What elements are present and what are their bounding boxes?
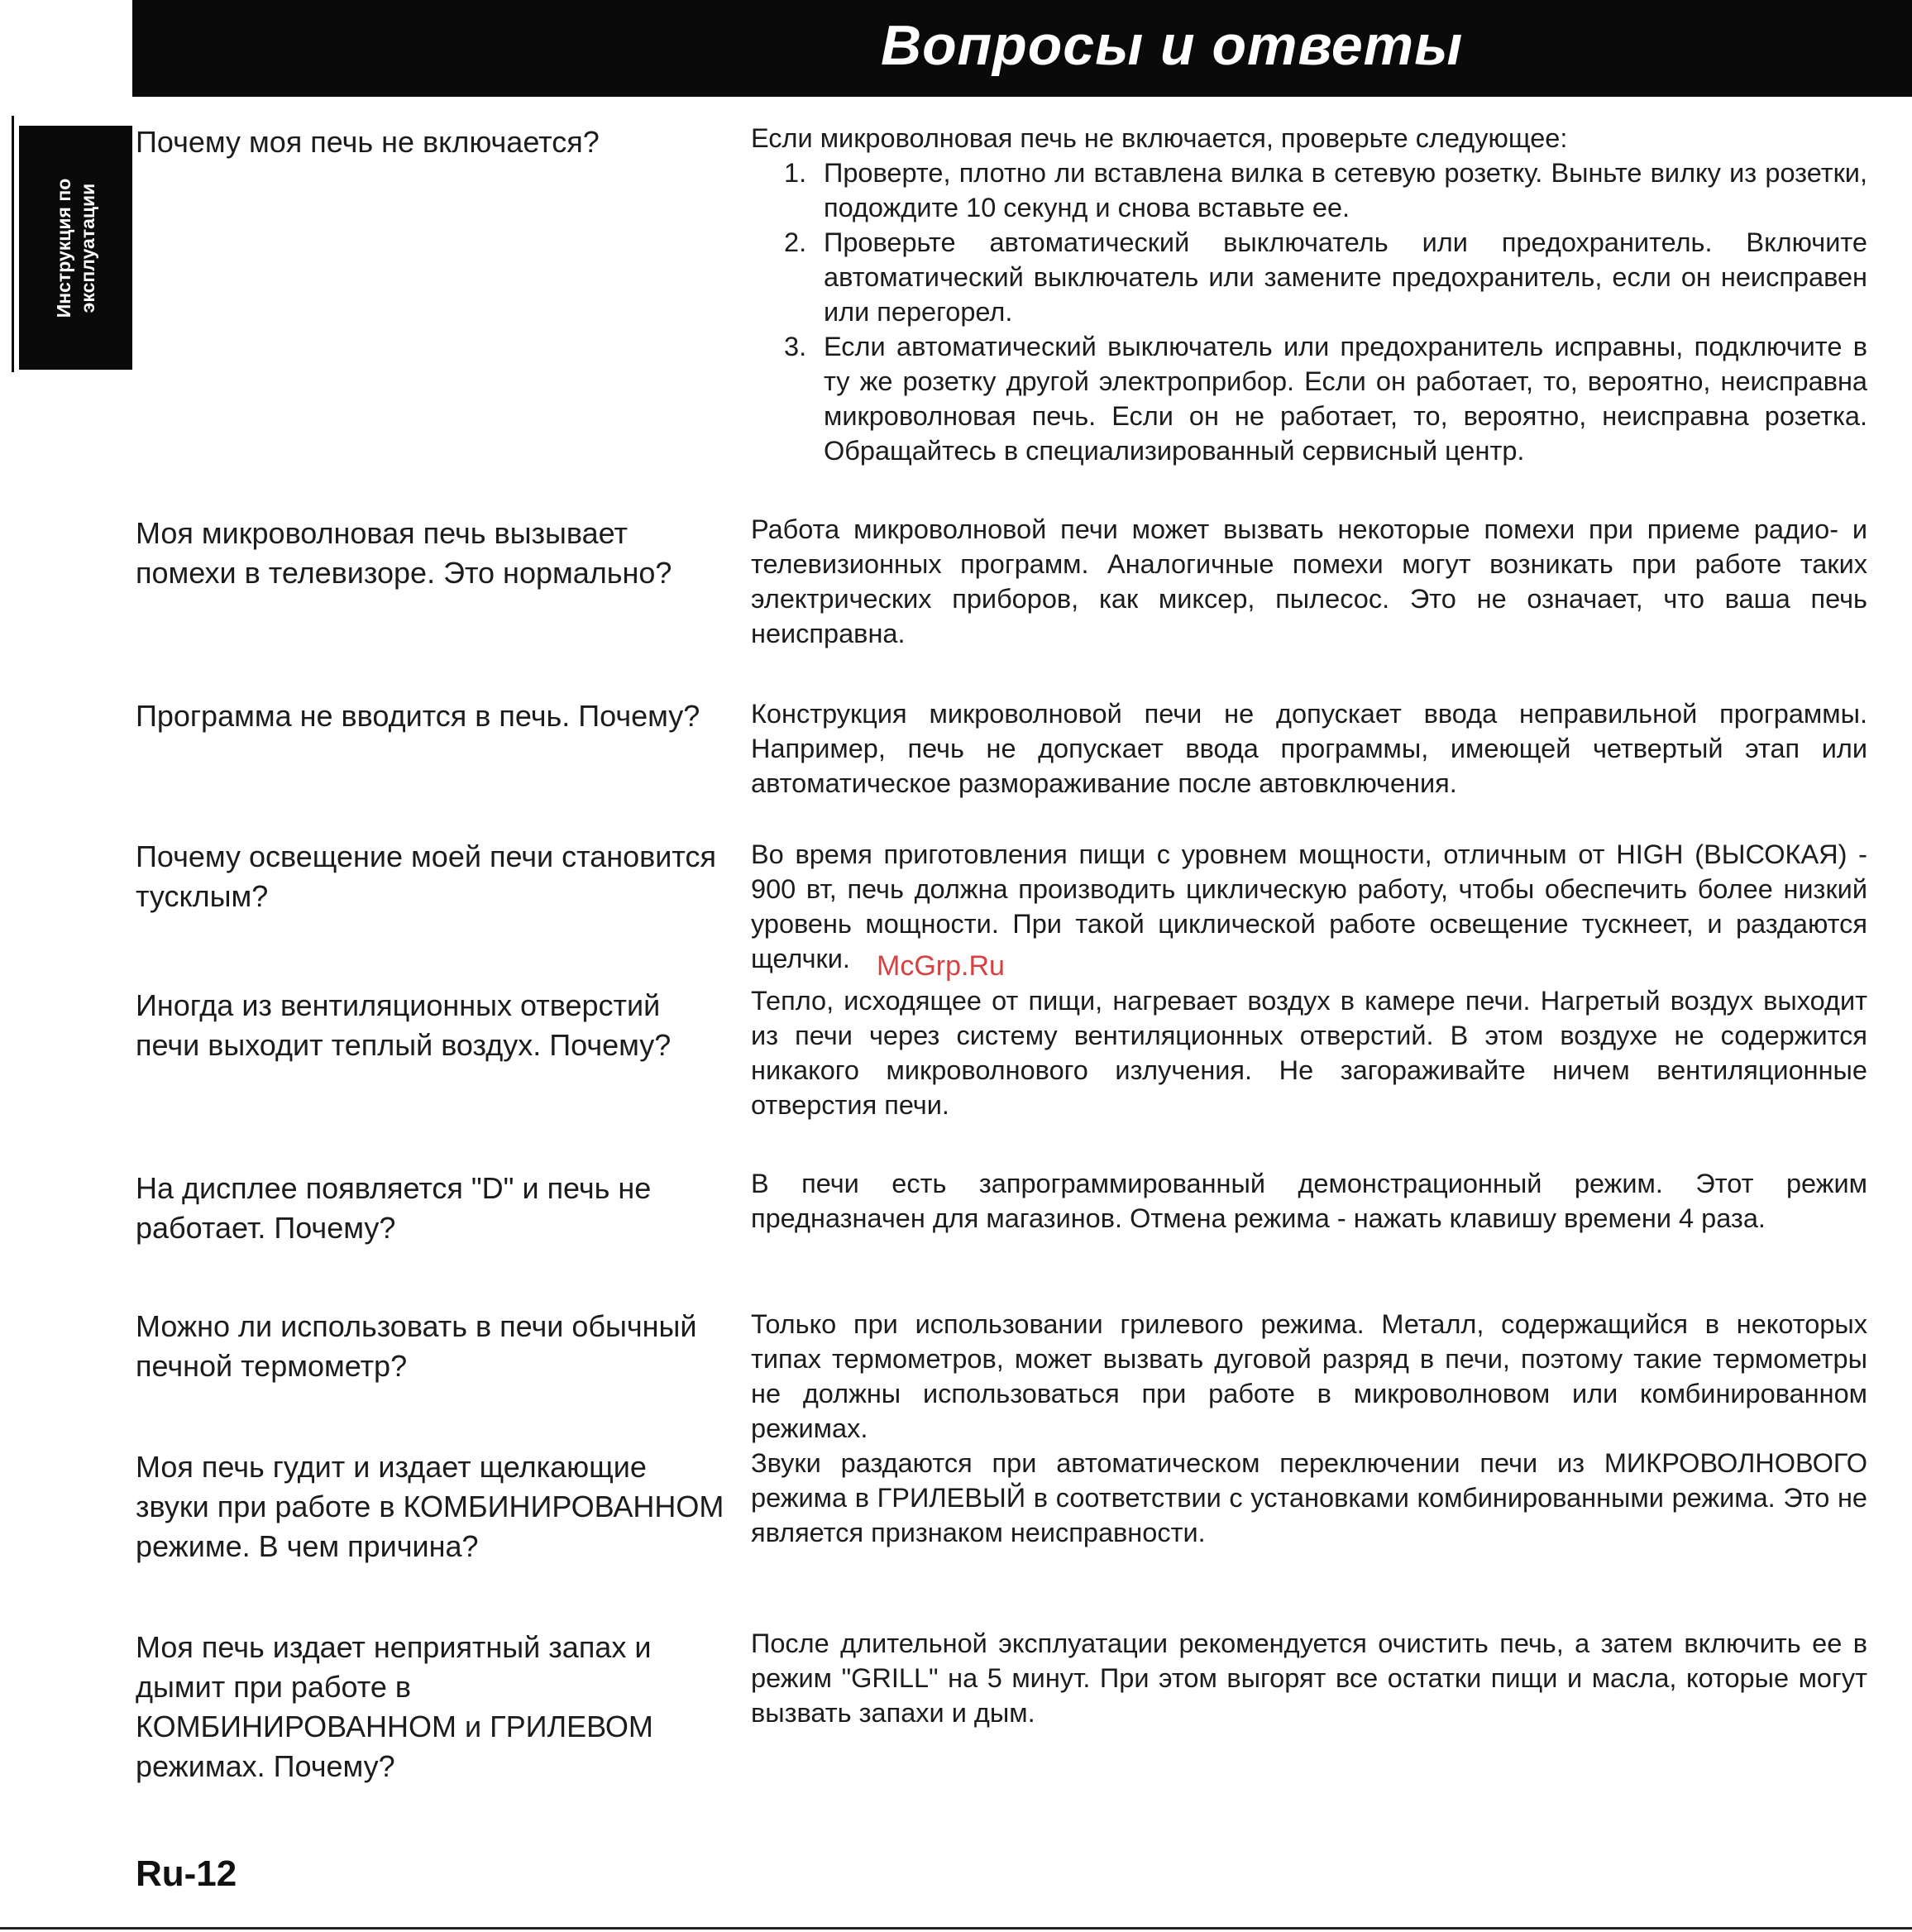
step-item — [751, 225, 1867, 329]
faq-answer-8: Звуки раздаются при автоматическом переключении печи из МИКРОВОЛНОВОГО режима в ГРИЛЕВЫЙ в соответствии с установками комбинированными режима. Это не является признаком неисправности. — [751, 1448, 1867, 1547]
step-item — [751, 155, 1867, 225]
faq-answer-6: В печи есть запрограммированный демонстрационный режим. Этот режим предназначен для магазинов. Отмена режима - нажать клавишу времени 4 раза. — [751, 1169, 1867, 1233]
side-rule — [12, 116, 14, 372]
answer-intro: Если микроволновая печь не включается, проверьте следующее: — [751, 123, 1568, 153]
step-number: 3. — [784, 332, 807, 361]
faq-answer-4: Во время приготовления пищи с уровнем мощности, отличным от HIGH (ВЫСОКАЯ) - 900 вт, печь должна производить циклическую работу, чтобы обеспечить более низкий уровень мощности. При такой циклической работе освещение тускнеет, и раздаются щелчки. — [751, 839, 1867, 973]
faq-question-7: Можно ли использовать в печи обычный печной термометр? — [136, 1309, 697, 1383]
side-tab — [19, 126, 132, 370]
step-text: Если автоматический выключатель или предохранитель исправны, подключите в ту же розетку другой электроприбор. Если он работает, то, вероятно, неисправна микроволновая печь. Если он не работает, то, вероятно, неисправна розетка. Обращайтесь в специализированный сервисный центр. — [824, 332, 1867, 466]
faq-answer-5: Тепло, исходящее от пищи, нагревает воздух в камере печи. Нагретый воздух выходит из печи через систему вентиляционных отверстий. В этом воздухе не содержится никакого микроволнового излучения. Не загораживайте ничем вентиляционные отверстия печи. — [751, 986, 1867, 1120]
faq-answer-9: После длительной эксплуатации рекомендуется очистить печь, а затем включить ее в режим "GRILL" на 5 минут. При этом выгорят все остатки пищи и масла, которые могут вызвать запахи и дым. — [751, 1628, 1867, 1728]
faq-question-2: Моя микроволновая печь вызывает помехи в телевизоре. Это нормально? — [136, 516, 672, 590]
faq-answer-3: Конструкция микроволновой печи не допускает ввода неправильной программы. Например, печь не допускает ввода программы, имеющей четвертый этап или автоматическое размораживание после автовключения. — [751, 699, 1867, 798]
faq-question-9: Моя печь издает неприятный запах и дымит при работе в КОМБИНИРОВАННОМ и ГРИЛЕВОМ режимах. Почему? — [136, 1630, 653, 1783]
faq-question-3: Программа не вводится в печь. Почему? — [136, 699, 700, 733]
step-item — [751, 329, 1867, 468]
side-tab-label: Инструкция по эксплуатации — [52, 178, 98, 318]
step-text: Проверьте автоматический выключатель или предохранитель. Включите автоматический выключатель или замените предохранитель, если он неисправен или перегорел. — [824, 227, 1867, 327]
faq-question-8: Моя печь гудит и издает щелкающие звуки при работе в КОМБИНИРОВАННОМ режиме. В чем причина? — [136, 1450, 724, 1563]
page-title: Вопросы и ответы — [881, 14, 1464, 77]
faq-question-5: Иногда из вентиляционных отверстий печи выходит теплый воздух. Почему? — [136, 988, 672, 1062]
faq-question-6: На дисплее появляется "D" и печь не работает. Почему? — [136, 1171, 652, 1245]
faq-question-4: Почему освещение моей печи становится тусклым? — [136, 839, 716, 913]
step-number: 1. — [784, 158, 807, 188]
step-number: 2. — [784, 227, 807, 257]
watermark-text: McGrp.Ru — [877, 950, 1005, 982]
steps-list — [751, 155, 1867, 468]
faq-answer-7: Только при использовании грилевого режима. Металл, содержащийся в некоторых типах термометров, может вызвать дуговой разряд в печи, поэтому такие термометры не должны использоваться при работе в микроволновом или комбинированном режимах. — [751, 1309, 1867, 1443]
faq-answer-1 — [751, 121, 1867, 468]
bottom-rule — [0, 1927, 1912, 1930]
faq-answer-2: Работа микроволновой печи может вызвать некоторые помехи при приеме радио- и телевизионных программ. Аналогичные помехи могут возникать при работе таких электрических приборов, как миксер, пылесос. Это не означает, что ваша печь неисправна. — [751, 514, 1867, 648]
step-text: Проверте, плотно ли вставлена вилка в сетевую розетку. Выньте вилку из розетки, подождите 10 секунд и снова вставьте ее. — [824, 158, 1867, 222]
page-number: Ru-12 — [136, 1853, 237, 1894]
faq-question-1: Почему моя печь не включается? — [136, 125, 600, 159]
header-bar — [132, 0, 1912, 97]
